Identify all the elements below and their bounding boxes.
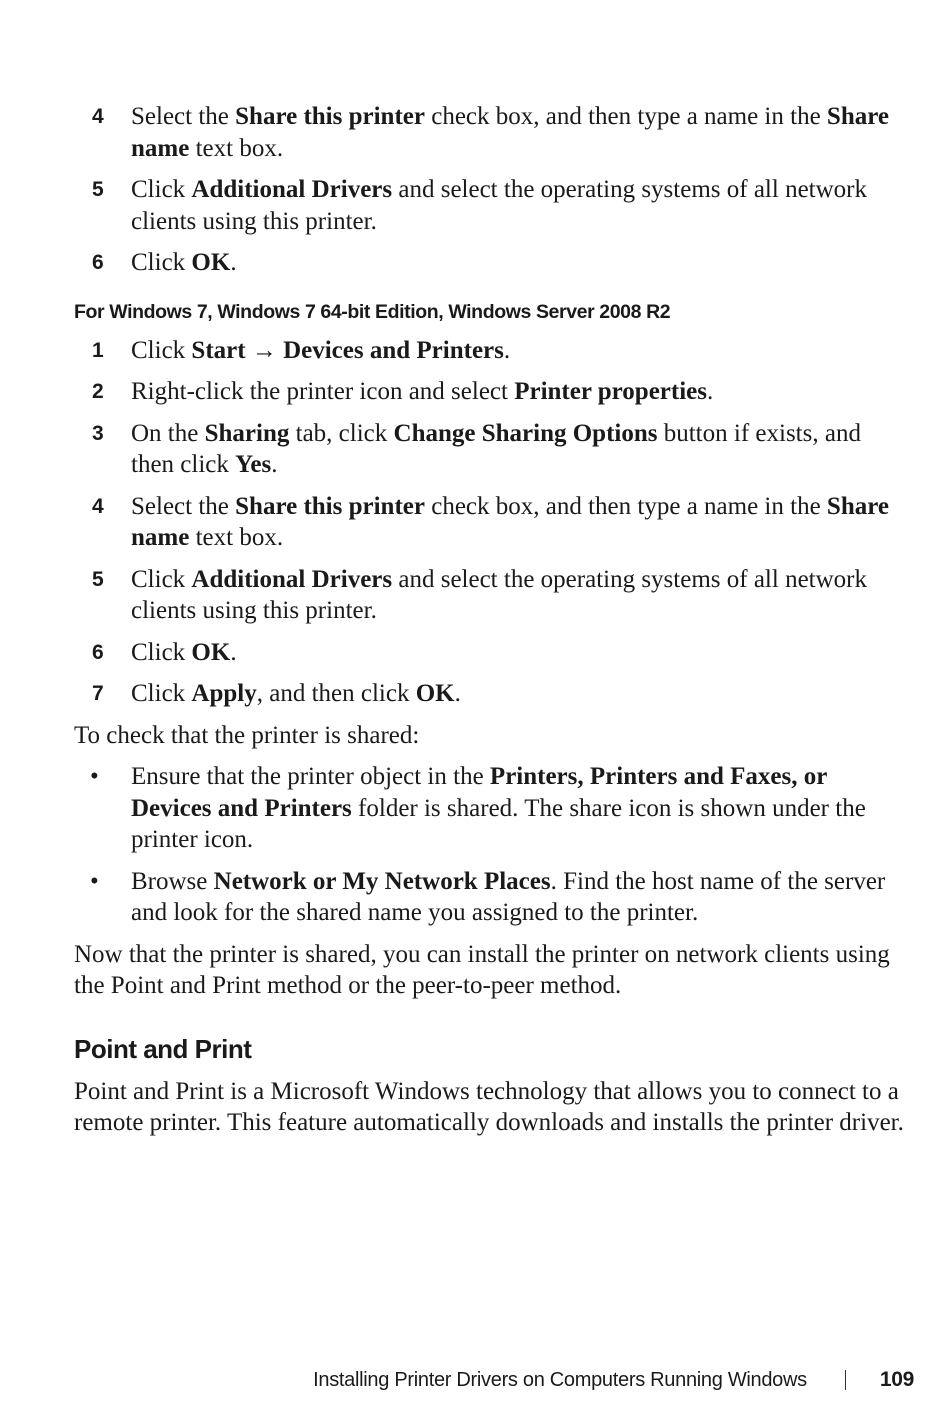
ui-term: Yes	[235, 451, 272, 478]
footer-divider	[845, 1370, 846, 1390]
text-run: folder is shared. The share icon is shown under the printer icon.	[131, 794, 866, 853]
text-run: button if exists, and then click	[131, 419, 861, 478]
step-3-b	[74, 418, 906, 481]
ui-term: Start → Devices and Printers	[191, 336, 504, 364]
text-run: and select the operating systems of all network clients using this printer.	[131, 176, 867, 235]
page-number: 109	[879, 1368, 914, 1391]
bullet-text	[131, 761, 906, 856]
step-1-b	[74, 335, 906, 367]
step-6-b	[74, 637, 906, 669]
ui-term: Additional Drivers	[191, 565, 393, 593]
ui-term: OK	[191, 638, 231, 666]
text-run: Click	[131, 249, 192, 276]
step-number: 3	[92, 421, 104, 445]
text-run: .	[454, 680, 461, 707]
step-number: 5	[92, 178, 104, 201]
text-run: , and then click	[256, 680, 416, 707]
step-number: 7	[92, 682, 104, 705]
text-run: tab, click	[289, 419, 394, 447]
step-number: 5	[92, 567, 104, 591]
step-5-b	[74, 564, 906, 627]
text-run: check box, and then type a name in the	[424, 103, 827, 130]
ui-term: OK	[191, 249, 231, 276]
text-run: Click	[131, 638, 192, 666]
step-number: 2	[92, 380, 104, 403]
step-text	[131, 678, 906, 710]
ui-term: Apply	[191, 680, 257, 707]
text-run: .	[230, 638, 237, 666]
ui-term: Share this printer	[235, 492, 425, 520]
step-text	[131, 174, 906, 237]
step-text	[131, 418, 906, 481]
ui-term: Share this printer	[235, 103, 425, 130]
text-run: text box.	[189, 524, 284, 551]
ui-term: Network or My Network Places	[213, 867, 551, 895]
page-content	[74, 101, 906, 1149]
step-text	[131, 637, 906, 669]
page-footer	[313, 1364, 914, 1396]
step-text	[131, 101, 906, 164]
point-and-print-paragraph: Point and Print is a Microsoft Windows technology that allows you to connect to a remote printer. This feature automatically downloads and installs the printer driver.	[74, 1077, 904, 1136]
bullet-mark: •	[90, 867, 99, 895]
text-run: Click	[131, 565, 192, 593]
ui-term: Change Sharing Options	[393, 419, 658, 447]
ui-term: Share name	[131, 492, 889, 551]
text-run: Click	[131, 176, 192, 203]
ui-term: Share name	[131, 103, 889, 162]
text-run: Ensure that the printer object in the	[131, 763, 490, 790]
ui-term: Sharing	[204, 419, 290, 447]
step-text	[131, 335, 906, 367]
step-number: 4	[92, 105, 104, 128]
text-run: . Find the host name of the server and look for the shared name you assigned to the printer.	[131, 867, 886, 926]
step-number: 4	[92, 494, 104, 518]
step-text	[131, 376, 906, 408]
bullet-text	[131, 866, 906, 929]
text-run: Right-click the printer icon and select	[131, 378, 515, 405]
text-run: check box, and then type a name in the	[424, 492, 827, 520]
step-4-a	[74, 101, 906, 164]
section-heading-point-and-print: Point and Print	[74, 1033, 252, 1064]
bullet-item	[74, 866, 906, 929]
text-run: .	[503, 336, 511, 364]
step-number: 1	[92, 338, 104, 362]
ui-term: Printer properties	[514, 378, 707, 405]
section-heading-windows7: For Windows 7, Windows 7 64-bit Edition, Windows Server 2008 R2	[74, 300, 671, 323]
text-run: and select the operating systems of all network clients using this printer.	[131, 565, 867, 624]
bullet-item	[74, 761, 906, 856]
text-run: Click	[131, 336, 192, 364]
ui-term: Additional Drivers	[191, 176, 393, 203]
ui-term: Printers, Printers and Faxes, or Devices and Printers	[131, 763, 827, 822]
check-intro: To check that the printer is shared:	[74, 721, 420, 749]
step-text	[131, 491, 906, 554]
step-text	[131, 564, 906, 627]
step-number: 6	[92, 251, 104, 274]
footer-chapter-title: Installing Printer Drivers on Computers Running Windows	[313, 1368, 807, 1391]
text-run: Select the	[131, 492, 236, 520]
text-run: .	[230, 249, 237, 276]
text-run: .	[271, 451, 278, 478]
ui-term: OK	[415, 680, 455, 707]
text-run: On the	[131, 419, 205, 447]
step-5-a	[74, 174, 906, 237]
step-2-b	[74, 376, 906, 408]
bullet-mark: •	[90, 763, 99, 790]
text-run: .	[706, 378, 714, 405]
text-run: text box.	[189, 134, 284, 162]
text-run: Browse	[131, 867, 214, 895]
step-7-b	[74, 678, 906, 710]
text-run: Select the	[131, 103, 236, 130]
shared-summary-paragraph: Now that the printer is shared, you can install the printer on network clients using the Point and Print method or the peer-to-peer method.	[74, 940, 890, 999]
step-text	[131, 247, 906, 279]
step-4-b	[74, 491, 906, 554]
step-number: 6	[92, 640, 104, 664]
step-6-a	[74, 247, 906, 279]
text-run: Click	[131, 680, 192, 707]
